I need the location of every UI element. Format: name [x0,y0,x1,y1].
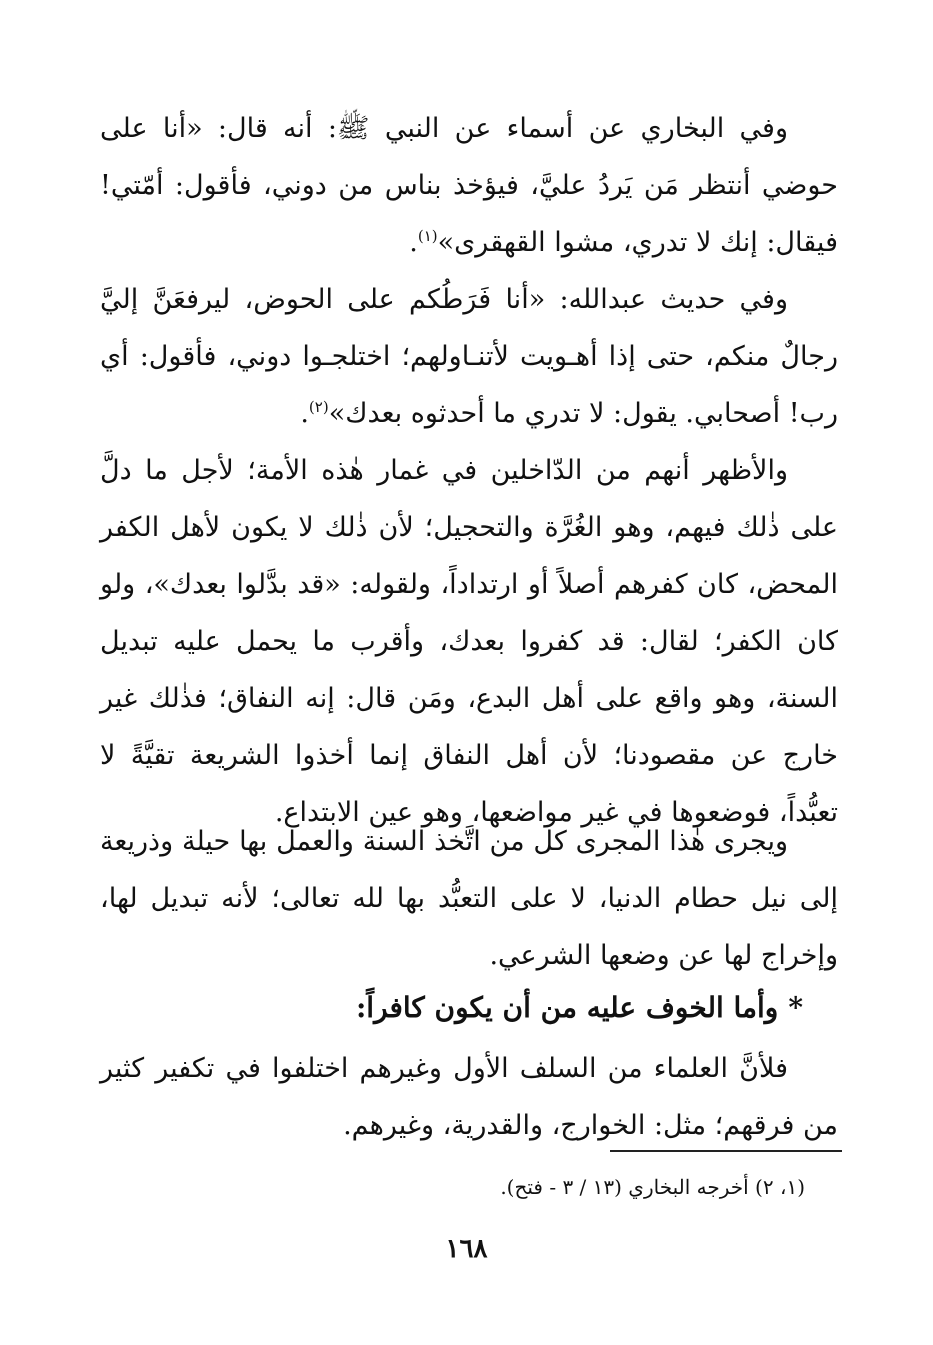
paragraph-4-text: ويجرى هٰذا المجرى كل من اتَّخذ السنة والعمل بها حيلة وذريعة إلى نيل حطام الدنيا، لا على التعبُّد بها لله تعالى؛ لأنه تبديل لها، وإخراج لها عن وضعها الشرعي. [100,826,838,971]
paragraph-3-text: والأظهر أنهم من الدّاخلين في غمار هٰذه الأمة؛ لأجل ما دلَّ على ذٰلك فيهم، وهو الغُرَّة والتحجيل؛ لأن ذٰلك لا يكون لأهل الكفر المحض، كان كفرهم أصلاً أو ارتداداً، ولقوله: «قد بدَّلوا بعدك»، ولو كان الكفر؛ لقال: قد كفروا بعدك، وأقرب ما يحمل عليه تبديل السنة، وهو واقع على أهل البدع، ومَن قال: إنه النفاق؛ فذٰلك غير خارج عن مقصودنا؛ لأن أهل النفاق إنما أخذوا الشريعة تقيَّةً لا تعبُّداً، فوضعوها في غير مواضعها، وهو عين الابتداع. [100,455,838,828]
paragraph-5 [100,1040,838,1154]
paragraph-1-end: . [409,227,418,258]
footnote-ref-2: (٢) [308,398,329,416]
paragraph-2-text: وفي حديث عبدالله: «أنا فَرَطُكم على الحوض، ليرفعَنَّ إليَّ رجالٌ منكم، حتى إذا أهـويت لأتنـاولهم؛ اختلجـوا دوني، فأقول: أي رب! أصحابي. يقول: لا تدري ما أحدثوه بعدك» [100,284,838,429]
footnote-divider [610,1150,842,1152]
paragraph-1 [100,100,838,271]
paragraph-4 [100,813,838,984]
section-heading [356,985,803,1030]
paragraph-2-end: . [300,398,309,429]
section-heading-text: وأما الخوف عليه من أن يكون كافراً: [355,991,779,1024]
paragraph-5-text: فلأنَّ العلماء من السلف الأول وغيرهم اختلفوا في تكفير كثير من فرقهم؛ مثل: الخوارج، والقدرية، وغيرهم. [100,1053,838,1141]
paragraph-2 [100,271,838,442]
paragraph-1-text: وفي البخاري عن أسماء عن النبي ﷺ: أنه قال: «أنا على حوضي أنتظر مَن يَردُ عليَّ، فيؤخذ بناس من دوني، فأقول: أمّتي! فيقال: إنك لا تدري، مشوا القهقرى» [100,113,838,258]
page-number: ١٦٨ [445,1234,488,1264]
footnote-text: (١، ٢) أخرجه البخاري (١٣ / ٣ - فتح). [500,1175,805,1199]
asterisk-bullet: * [788,991,803,1024]
paragraph-3 [100,442,838,841]
footnote-ref-1: (١) [417,227,438,245]
